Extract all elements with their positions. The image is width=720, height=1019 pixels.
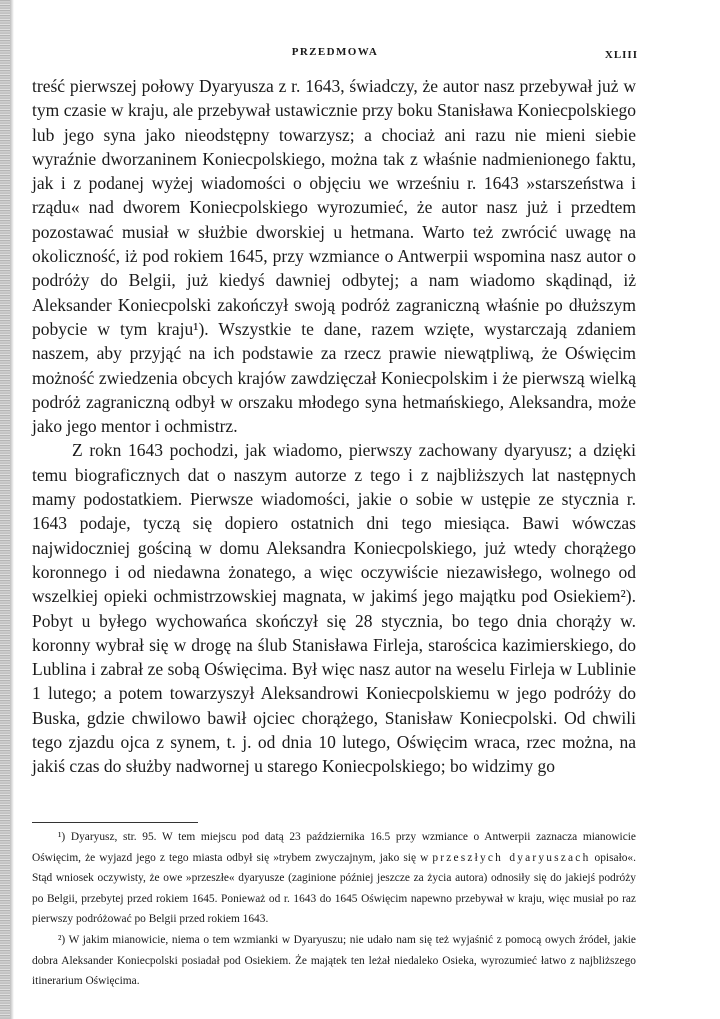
footnote-1 (32, 827, 636, 930)
main-text (32, 74, 636, 779)
footnote-1-spaced: przeszłych dyaryuszach (432, 851, 591, 864)
footnote-1-text-a: ¹) Dyaryusz, str. 95. W tem miejscu pod datą 23 października 16.5 przy wzmiance o Antwerpii zaznacza mianowicie Oświęcim, że wyjazd jego z tego miasta odbył się »trybem zwyczajnym, jako się w (32, 831, 636, 864)
footnotes (32, 827, 636, 992)
page-number: XLIII (604, 49, 638, 61)
paragraph-1: treść pierwszej połowy Dyaryusza z r. 1643, świadczy, że autor nasz przebywał już w tym czasie w kraju, ale przebywał ustawicznie przy boku Stanisława Koniecpolskiego lub jego syna jako nieodstępny towarzysz; a chociaż ani razu nie mieni siebie wyraźnie dworzaninem Koniecpolskiego, można tak z właśnie nadmienionego faktu, jak i z podanej wyżej wiadomości o objęciu we wrześniu r. 1643 »starszeństwa i rządu« nad dworem Koniecpolskiego wyrozumieć, że autor nasz już i przedtem pozostawać musiał w służbie dworskiej u hetmana. Warto też zwrócić uwagę na okoliczność, iż pod rokiem 1645, przy wzmiance o Antwerpii wspomina nasz autor o podróży do Belgii, już kiedyś dawniej odbytej; a nam wiadomo skądinąd, iż Aleksander Koniecpolski zakończył swoją podróż zagraniczną właśnie po dłuższym pobycie w tym kraju¹). Wszystkie te dane, razem wzięte, wystarczają zdaniem naszem, aby przyjąć na ich podstawie za rzecz prawie niewątpliwą, że Oświęcim możność zwiedzenia obcych krajów zawdzięczał Koniecpolskim i że pierwszą wielką podróż zagraniczną odbył w orszaku młodego syna hetmańskiego, Aleksandra, może jako jego mentor i ochmistrz. (32, 76, 636, 437)
book-gutter-shadow (10, 0, 14, 1019)
footnote-2: ²) W jakim mianowicie, niema o tem wzmianki w Dyaryuszu; nie udało nam się też wyjaśnić z pomocą owych źródeł, jakie dobra Aleksander Koniecpolski posiadał pod Osiekiem. Że majątek ten leżał niedaleko Osieka, wyrozumieć łatwo z najbliższego itinerarium Oświęcima. (32, 933, 636, 988)
running-title: PRZEDMOWA (291, 46, 379, 58)
footnote-1-text-b: opisało«. Stąd wniosek oczywisty, że owe »przeszłe« dyaryusze (zaginione później jeszcze za życia autora) odnosiły się do jakiejś podróży po Belgii, przebytej przed rokiem 1645. Ponieważ od r. 1643 do 1645 Oświęcim napewno przebywał w kraju, więc musiał po raz pierwszy podróżować po Belgii przed rokiem 1643. (32, 851, 636, 926)
book-spine-shadow (0, 0, 10, 1019)
footnote-rule (32, 822, 198, 823)
paragraph-2: Z rokn 1643 pochodzi, jak wiadomo, pierwszy zachowany dyaryusz; a dzięki temu biograficznych dat o naszym autorze z tego i z najbliższych lat następnych mamy podostatkiem. Pierwsze wiadomości, jakie o sobie w ustępie ze stycznia r. 1643 podaje, tyczą się dopiero ostatnich dni tego miesiąca. Bawi wówczas najwidoczniej gościną w domu Aleksandra Koniecpolskiego, już wtedy chorążego koronnego i od niedawna żonatego, a więc oczywiście niezawisłego, wolnego od wszelkiej opieki ochmistrzowskiej magnata, w jakimś jego majątku pod Osiekiem²). Pobyt u byłego wychowańca skończył się 28 stycznia, bo tego dnia chorąży w. koronny wybrał się w drogę na ślub Stanisława Firleja, starościca kazimierskiego, do Lublina i zabrał ze sobą Oświęcima. Był więc nasz autor na weselu Firleja w Lublinie 1 lutego; a potem towarzyszył Aleksandrowi Koniecpolskiemu w jego podróży do Buska, gdzie chwilowo bawił ojciec chorążego, Stanisław Koniecpolski. Od chwili tego zjazdu ojca z synem, t. j. od dnia 10 lutego, Oświęcim wraca, rzec można, na jakiś czas do służby nadwornej u starego Koniecpolskiego; bo widzimy go (32, 440, 636, 777)
